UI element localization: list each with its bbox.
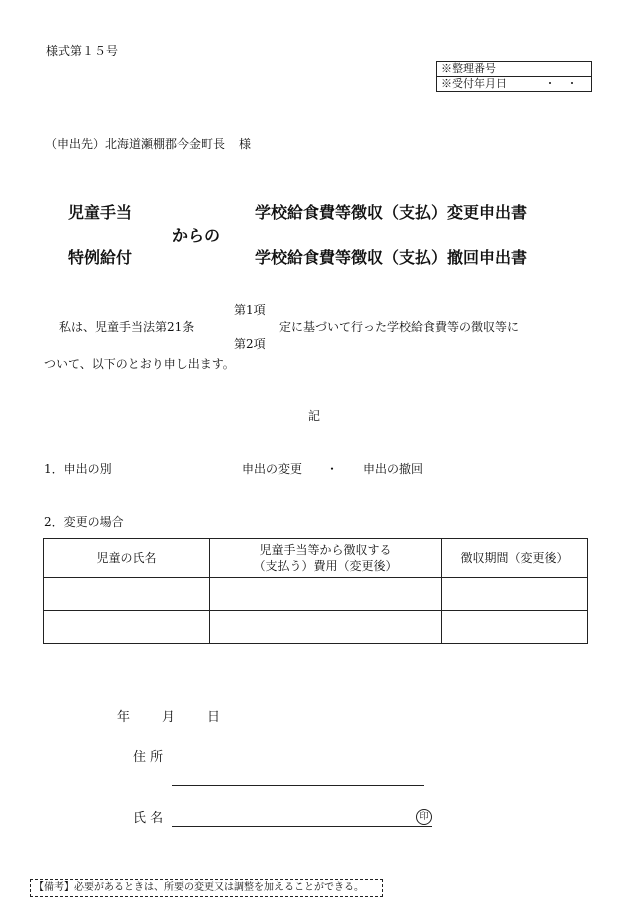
section1-label: 1．申出の別 (44, 462, 112, 476)
received-date-label: ※受付年月日 (441, 77, 507, 90)
option-withdraw: 申出の撤回 (363, 462, 424, 476)
name-line[interactable] (172, 826, 432, 827)
form-number: 様式第１５号 (46, 44, 119, 58)
option-separator: ・ (326, 462, 339, 476)
date-day: 日 (207, 710, 221, 725)
header-child-name: 児童の氏名 (44, 539, 210, 578)
title-kara-no: からの (172, 226, 221, 245)
table-row (44, 578, 588, 611)
title-withdraw-request: 学校給食費等徴収（支払）撤回申出書 (255, 248, 528, 267)
cell-child-name[interactable] (44, 578, 210, 611)
cell-period[interactable] (442, 611, 588, 644)
date-year: 年 (117, 710, 131, 725)
section2-label: 2．変更の場合 (44, 515, 124, 529)
cell-fee[interactable] (210, 611, 442, 644)
cell-child-name[interactable] (44, 611, 210, 644)
title-change-request: 学校給食費等徴収（支払）変更申出書 (255, 203, 528, 222)
received-date-dots: ・ ・ (544, 77, 578, 90)
note-box (30, 879, 383, 897)
seal-mark: 印 (416, 809, 432, 825)
addressee-label: （申出先）北海道瀬棚郡今金町長 (45, 137, 226, 151)
ki-heading: 記 (308, 409, 321, 423)
option-change: 申出の変更 (242, 462, 303, 476)
date-month: 月 (162, 710, 176, 725)
header-fee: 児童手当等から徴収する （支払う）費用（変更後） (210, 539, 442, 578)
table-row (44, 611, 588, 644)
cell-fee[interactable] (210, 578, 442, 611)
received-date-cell (437, 77, 592, 92)
cell-period[interactable] (442, 578, 588, 611)
registration-box (436, 61, 592, 92)
body-line1-a: 私は、児童手当法第21条 (59, 320, 195, 334)
clause-1: 第1項 (234, 303, 266, 317)
addressee-honorific: 様 (239, 137, 252, 151)
note-text: 必要があるときは、所要の変更又は調整を加えることができる。 (74, 882, 364, 893)
body-line1-b: 定に基づいて行った学校給食費等の徴収等に (279, 320, 520, 334)
header-period: 徴収期間（変更後） (442, 539, 588, 578)
title-jido-teate: 児童手当 (68, 203, 133, 222)
clause-2: 第2項 (234, 337, 266, 351)
change-table (43, 538, 588, 644)
title-tokurei-kyufu: 特例給付 (68, 248, 133, 267)
address-label: 住 所 (133, 750, 164, 765)
name-label: 氏 名 (133, 811, 164, 826)
body-line2: ついて、以下のとおり申し出ます。 (44, 357, 235, 371)
address-line[interactable] (172, 785, 424, 786)
note-label: 【備考】 (34, 882, 74, 893)
ref-number-label: ※整理番号 (437, 62, 592, 77)
addressee (45, 137, 251, 151)
